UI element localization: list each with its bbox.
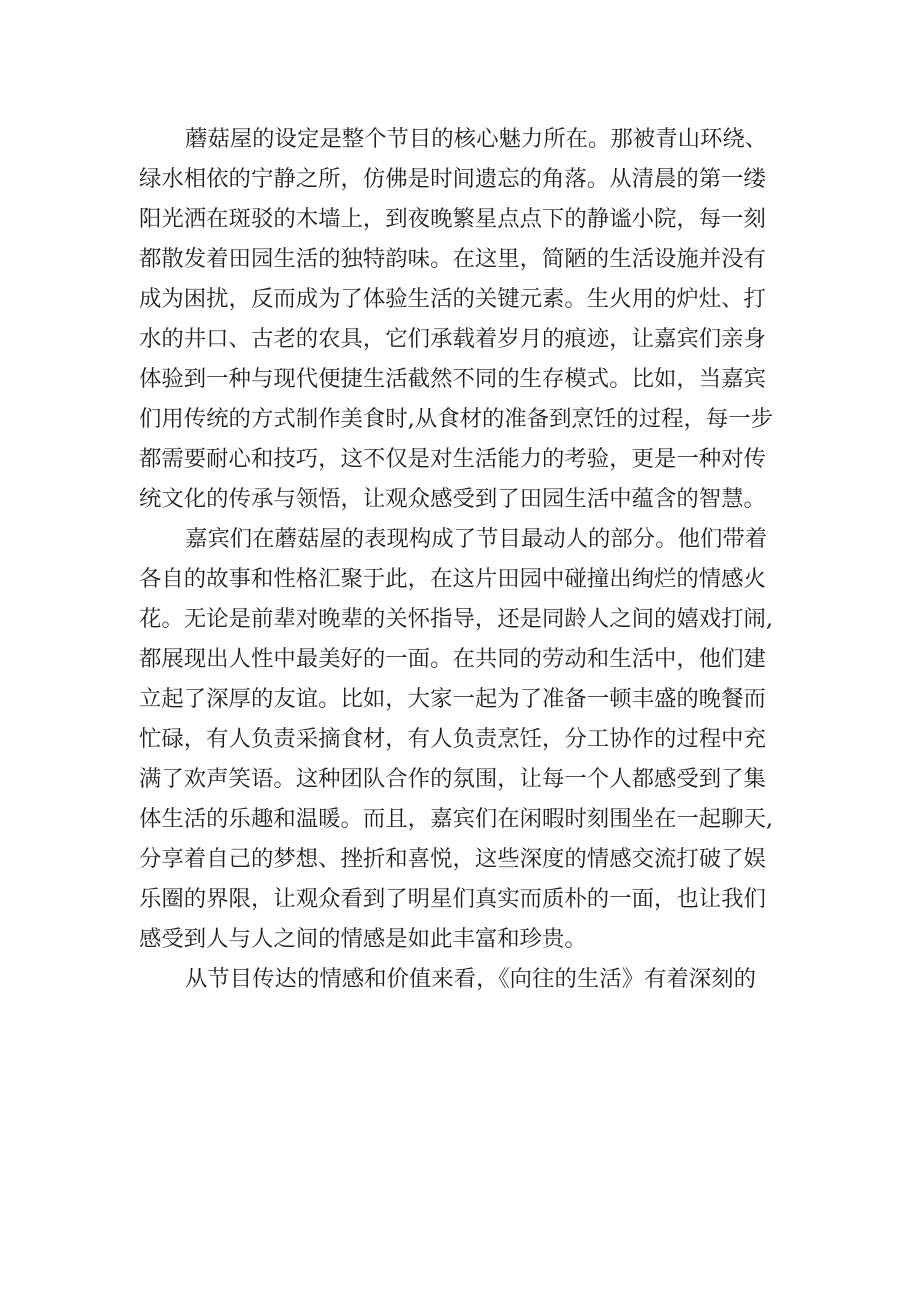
text-line: 统文化的传承与领悟，让观众感受到了田园生活中蕴含的智慧。: [139, 486, 766, 512]
paragraph: [139, 519, 799, 959]
body-text: [139, 119, 799, 999]
text-line: 从节目传达的情感和价值来看，《向往的生活》有着深刻的: [185, 966, 756, 992]
text-line: 水的井口、古老的农具，它们承载着岁月的痕迹，让嘉宾们亲身: [139, 326, 766, 352]
text-line: 蘑菇屋的设定是整个节目的核心魅力所在。那被青山环绕、: [185, 126, 768, 152]
text-line: 成为困扰，反而成为了体验生活的关键元素。生火用的炉灶、打: [139, 286, 766, 312]
text-line: 分享着自己的梦想、挫折和喜悦，这些深度的情感交流打破了娱: [139, 846, 766, 872]
text-line: 乐圈的界限，让观众看到了明星们真实而质朴的一面，也让我们: [139, 886, 766, 912]
text-line: 都展现出人性中最美好的一面。在共同的劳动和生活中，他们建: [139, 646, 766, 672]
text-line: 体生活的乐趣和温暖。而且，嘉宾们在闲暇时刻围坐在一起聊天,: [139, 806, 774, 832]
text-line: 各自的故事和性格汇聚于此，在这片田园中碰撞出绚烂的情感火: [139, 566, 766, 592]
text-line: 嘉宾们在蘑菇屋的表现构成了节目最动人的部分。他们带着: [185, 526, 768, 552]
text-line: 阳光洒在斑驳的木墙上，到夜晚繁星点点下的静谧小院，每一刻: [139, 206, 766, 232]
text-line: 满了欢声笑语。这种团队合作的氛围，让每一个人都感受到了集: [139, 766, 766, 792]
text-line: 都需要耐心和技巧，这不仅是对生活能力的考验，更是一种对传: [139, 446, 766, 472]
text-line: 绿水相依的宁静之所，仿佛是时间遗忘的角落。从清晨的第一缕: [139, 166, 766, 192]
text-line: 们用传统的方式制作美食时,从食材的准备到烹饪的过程，每一步: [139, 406, 774, 432]
text-line: 感受到人与人之间的情感是如此丰富和珍贵。: [139, 926, 587, 952]
paragraph: [139, 959, 799, 999]
text-line: 立起了深厚的友谊。比如，大家一起为了准备一顿丰盛的晚餐而: [139, 686, 766, 712]
text-line: 都散发着田园生活的独特韵味。在这里，简陋的生活设施并没有: [139, 246, 766, 272]
text-line: 花。无论是前辈对晚辈的关怀指导，还是同龄人之间的嬉戏打闹,: [139, 606, 774, 632]
text-line: 体验到一种与现代便捷生活截然不同的生存模式。比如，当嘉宾: [139, 366, 766, 392]
paragraph: [139, 119, 799, 519]
text-line: 忙碌，有人负责采摘食材，有人负责烹饪，分工协作的过程中充: [139, 726, 766, 752]
